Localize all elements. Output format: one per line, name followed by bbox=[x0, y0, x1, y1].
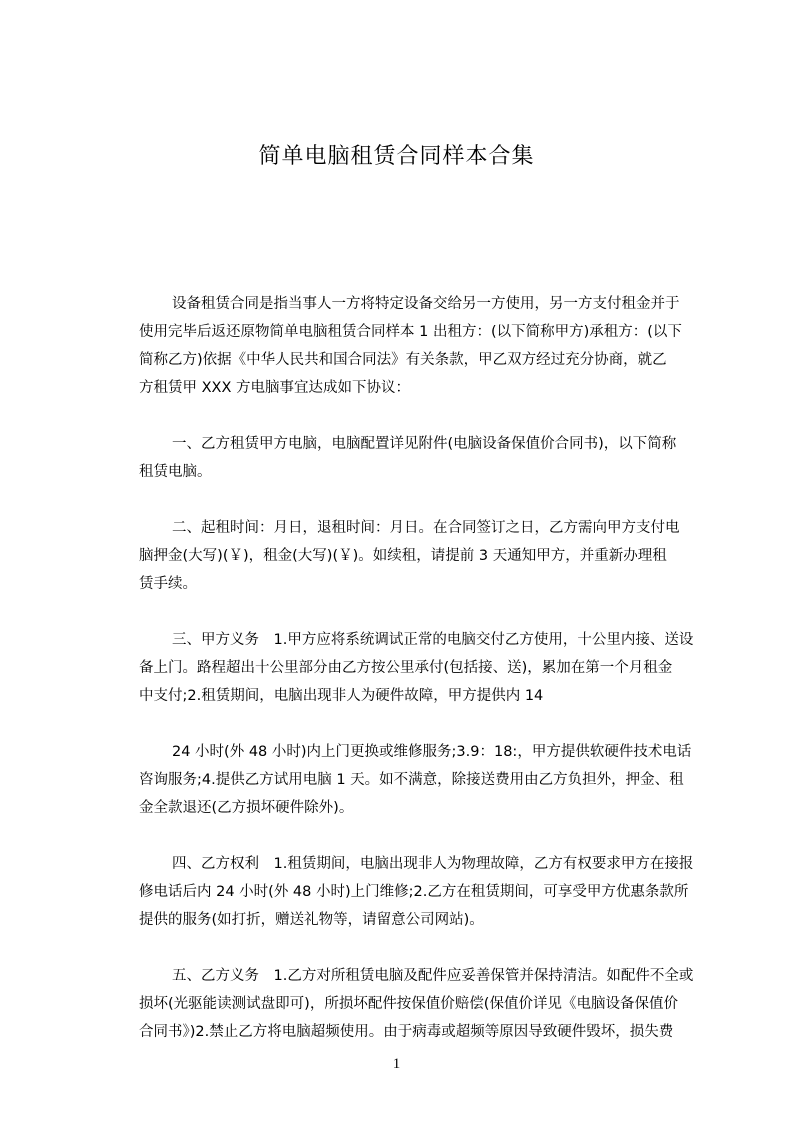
text-line: 简称乙方)依据《中华人民共和国合同法》有关条款，甲乙双方经过充分协商，就乙 bbox=[139, 352, 667, 368]
text-line: 备上门。路程超出十公里部分由乙方按公里承付(包括接、送)，累加在第一个月租金 bbox=[139, 660, 673, 676]
text-line: 五、乙方义务 1.乙方对所租赁电脑及配件应妥善保管并保持清洁。如配件不全或 bbox=[172, 968, 694, 984]
text-line: 一、乙方租赁甲方电脑，电脑配置详见附件(电脑设备保值价合同书)，以下简称 bbox=[172, 436, 677, 452]
document-body bbox=[106, 290, 698, 1074]
text-line: 咨询服务;4.提供乙方试用电脑 1 天。如不满意，除接送费用由乙方负担外，押金、租 bbox=[139, 772, 684, 788]
text-line: 方租赁甲 XXX 方电脑事宜达成如下协议： bbox=[139, 380, 411, 396]
text-line: 三、甲方义务 1.甲方应将系统调试正常的电脑交付乙方使用，十公里内接、送设 bbox=[172, 632, 694, 648]
paragraph-clause-5 bbox=[106, 962, 698, 1046]
text-line: 金全款退还(乙方损坏硬件除外)。 bbox=[139, 800, 354, 816]
paragraph-intro bbox=[106, 290, 698, 402]
paragraph-clause-3 bbox=[106, 626, 698, 710]
text-line: 损坏(光驱能读测试盘即可)，所损坏配件按保值价赔偿(保值价详见《电脑设备保值价 bbox=[139, 996, 678, 1012]
page-number: 1 bbox=[392, 1056, 401, 1072]
text-line: 中支付;2.租赁期间，电脑出现非人为硬件故障，甲方提供内 14 bbox=[139, 688, 544, 704]
text-line: 租赁电脑。 bbox=[139, 464, 212, 480]
text-line: 修电话后内 24 小时(外 48 小时)上门维修;2.乙方在租赁期间，可享受甲方优惠条款所 bbox=[139, 884, 689, 900]
text-line: 赁手续。 bbox=[139, 576, 197, 592]
text-line: 合同书》)2.禁止乙方将电脑超频使用。由于病毒或超频等原因导致硬件毁坏，损失费 bbox=[139, 1024, 674, 1040]
text-line: 使用完毕后返还原物简单电脑租赁合同样本 1 出租方：(以下简称甲方)承租方：(以下 bbox=[139, 324, 682, 340]
paragraph-clause-1 bbox=[106, 430, 698, 486]
paragraph-clause-3-continued bbox=[106, 738, 698, 822]
paragraph-clause-4 bbox=[106, 850, 698, 934]
text-line: 提供的服务(如打折，赠送礼物等，请留意公司网站)。 bbox=[139, 912, 484, 928]
page-title: 简单电脑租赁合同样本合集 bbox=[258, 144, 535, 169]
paragraph-clause-2 bbox=[106, 514, 698, 598]
text-line: 24 小时(外 48 小时)内上门更换或维修服务;3.9：18:，甲方提供软硬件技术电话 bbox=[172, 744, 692, 760]
text-line: 脑押金(大写)(￥)，租金(大写)(￥)。如续租，请提前 3 天通知甲方，并重新办理租 bbox=[139, 548, 667, 564]
text-line: 四、乙方权利 1.租赁期间，电脑出现非人为物理故障，乙方有权要求甲方在接报 bbox=[172, 856, 694, 872]
text-line: 设备租赁合同是指当事人一方将特定设备交给另一方使用，另一方支付租金并于 bbox=[172, 296, 680, 312]
text-line: 二、起租时间：月日，退租时间：月日。在合同签订之日，乙方需向甲方支付电 bbox=[172, 520, 680, 536]
